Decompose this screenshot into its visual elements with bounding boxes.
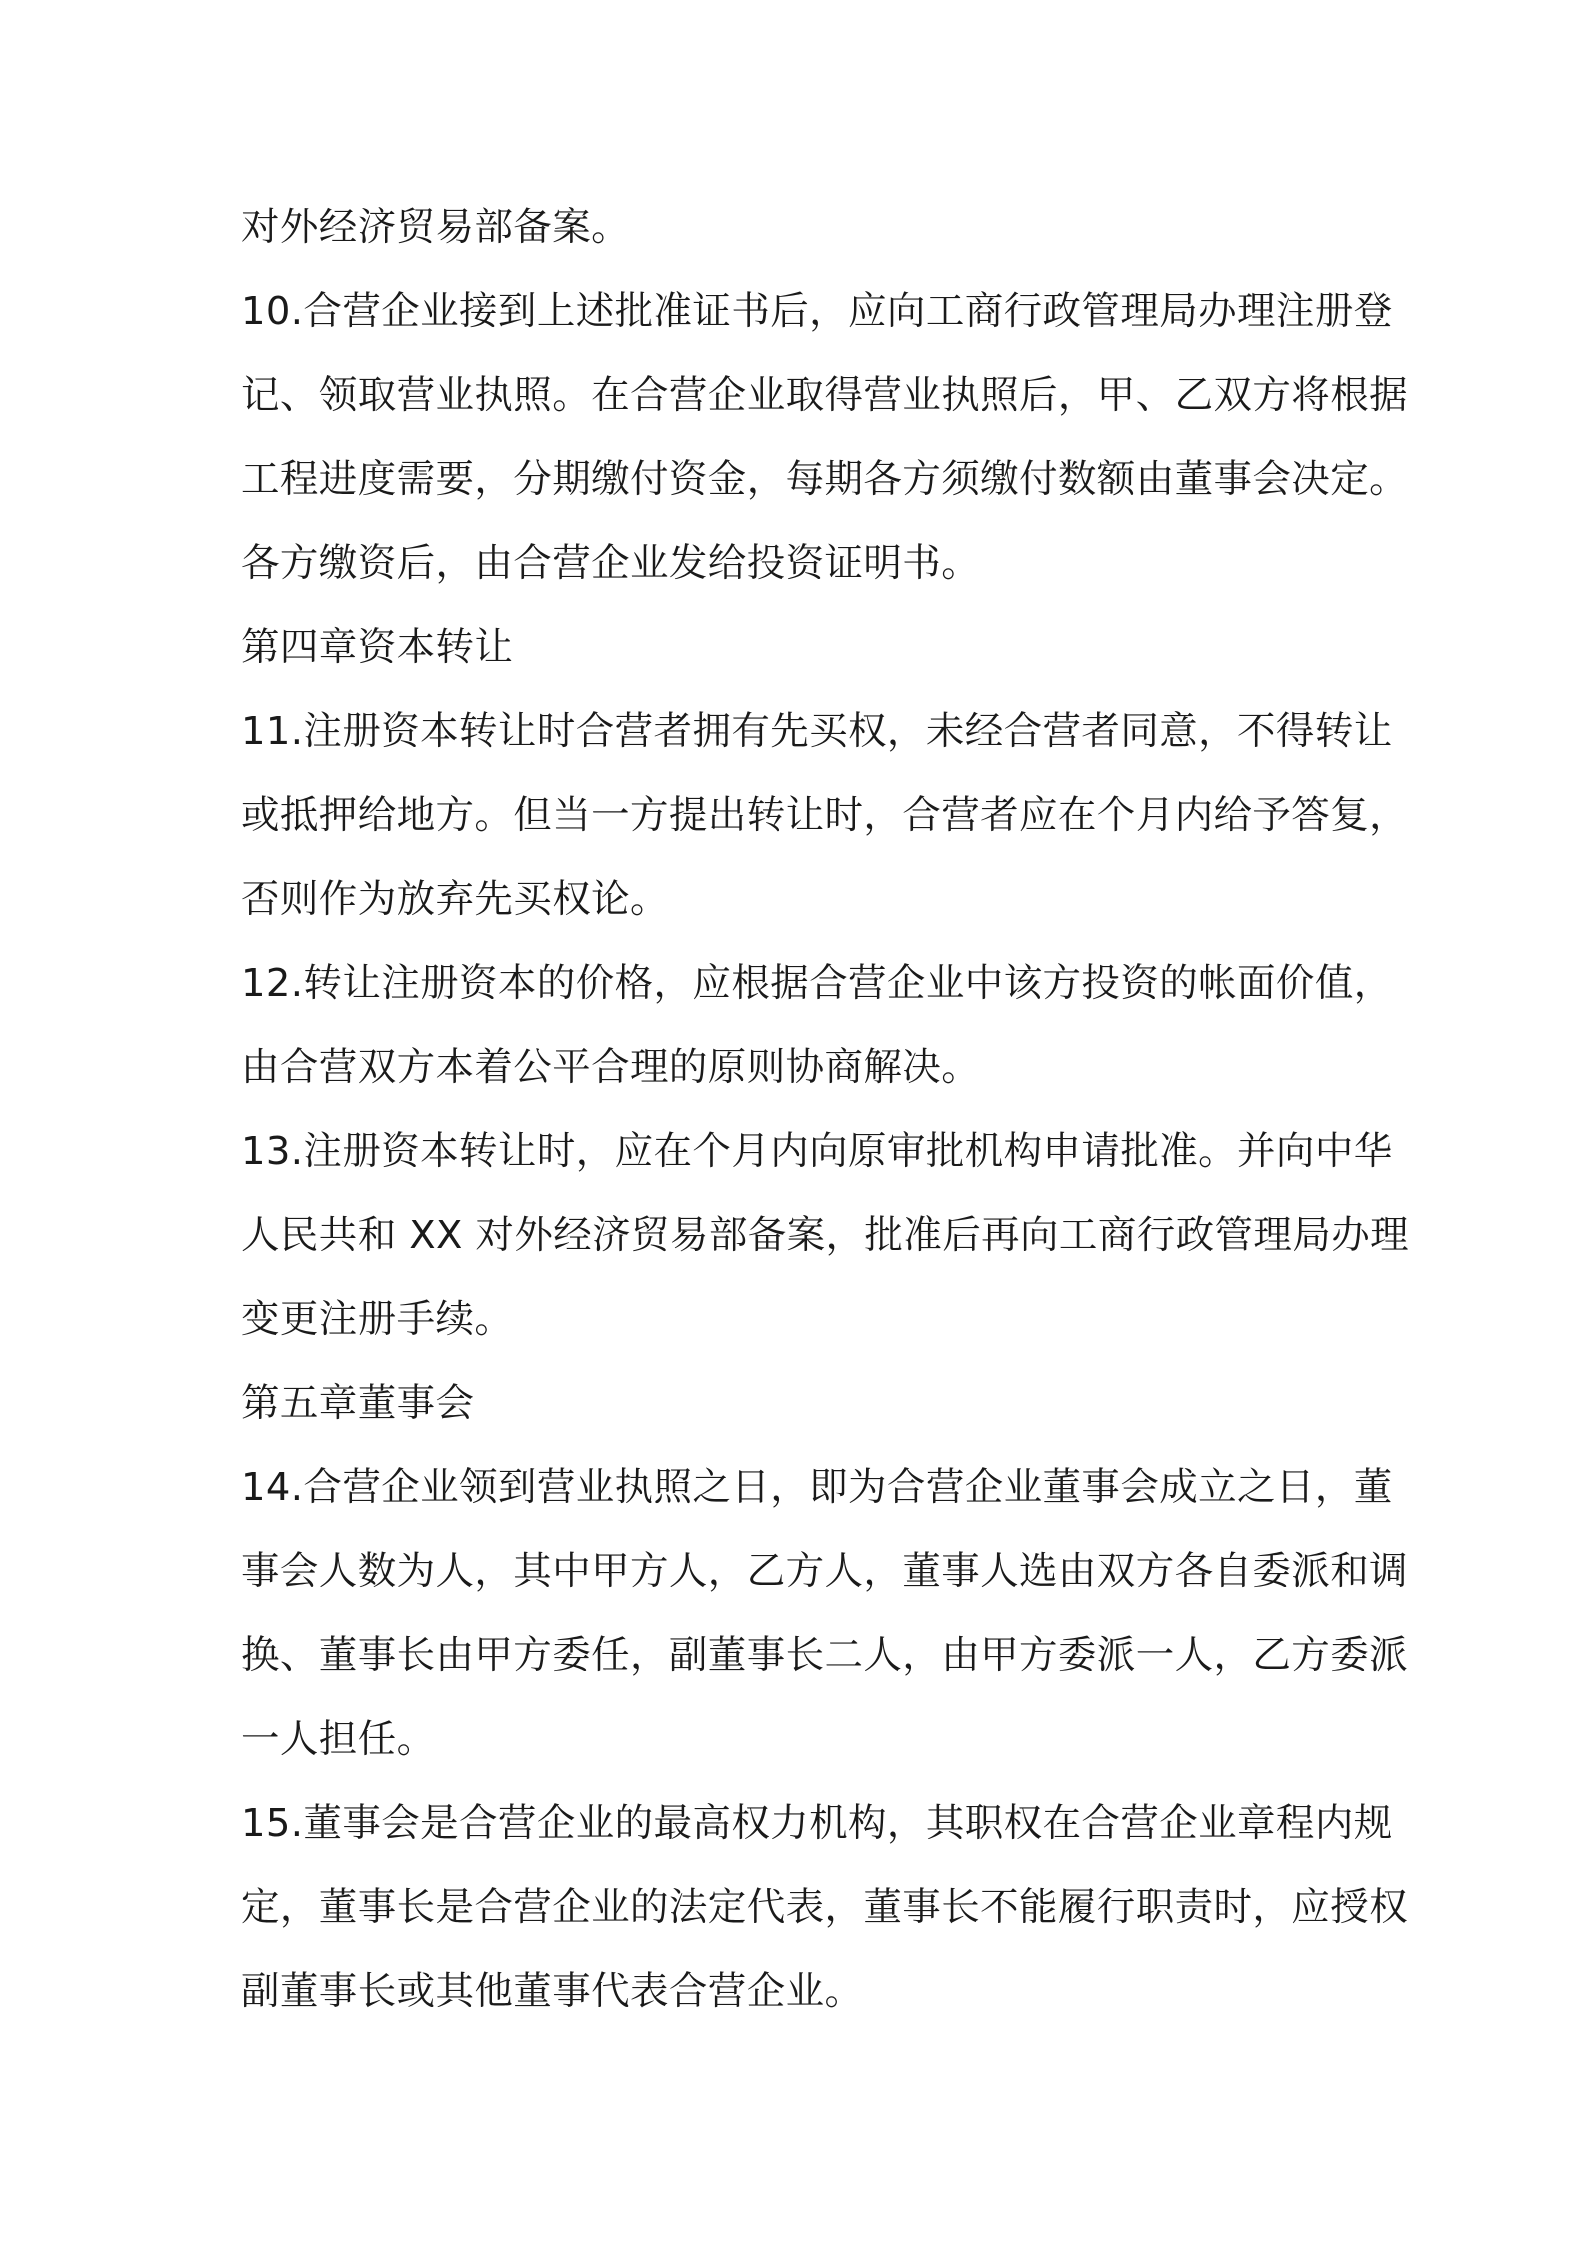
chapter-heading: 第五章董事会: [241, 1381, 475, 1426]
text-line: 记、领取营业执照。在合营企业取得营业执照后，甲、乙双方将根据: [241, 373, 1409, 418]
text-line: 15.董事会是合营企业的最高权力机构，其职权在合营企业章程内规: [241, 1801, 1393, 1846]
text-line: 换、董事长由甲方委任，副董事长二人，由甲方委派一人，乙方委派: [241, 1633, 1409, 1678]
text-line: 由合营双方本着公平合理的原则协商解决。: [241, 1045, 981, 1090]
text-line: 副董事长或其他董事代表合营企业。: [241, 1969, 864, 2014]
text-line: 变更注册手续。: [241, 1297, 514, 1342]
chapter-heading: 第四章资本转让: [241, 625, 514, 670]
text-line: 12.转让注册资本的价格，应根据合营企业中该方投资的帐面价值，: [241, 961, 1393, 1006]
text-line: 对外经济贸易部备案。: [241, 205, 631, 250]
text-line: 13.注册资本转让时，应在个月内向原审批机构申请批准。并向中华: [241, 1129, 1393, 1174]
text-line: 工程进度需要，分期缴付资金，每期各方须缴付数额由董事会决定。: [241, 457, 1409, 502]
text-line: 定，董事长是合营企业的法定代表，董事长不能履行职责时，应授权: [241, 1885, 1409, 1930]
text-line: 各方缴资后，由合营企业发给投资证明书。: [241, 541, 981, 586]
text-line: 14.合营企业领到营业执照之日，即为合营企业董事会成立之日，董: [241, 1465, 1393, 1510]
text-line: 11.注册资本转让时合营者拥有先买权，未经合营者同意，不得转让: [241, 709, 1393, 754]
text-line: 一人担任。: [241, 1717, 436, 1762]
text-line: 人民共和 XX 对外经济贸易部备案，批准后再向工商行政管理局办理: [241, 1213, 1410, 1258]
text-line: 事会人数为人，其中甲方人，乙方人，董事人选由双方各自委派和调: [241, 1549, 1409, 1594]
text-line: 或抵押给地方。但当一方提出转让时，合营者应在个月内给予答复，: [241, 793, 1409, 838]
text-line: 否则作为放弃先买权论。: [241, 877, 669, 922]
text-line: 10.合营企业接到上述批准证书后，应向工商行政管理局办理注册登: [241, 289, 1393, 334]
